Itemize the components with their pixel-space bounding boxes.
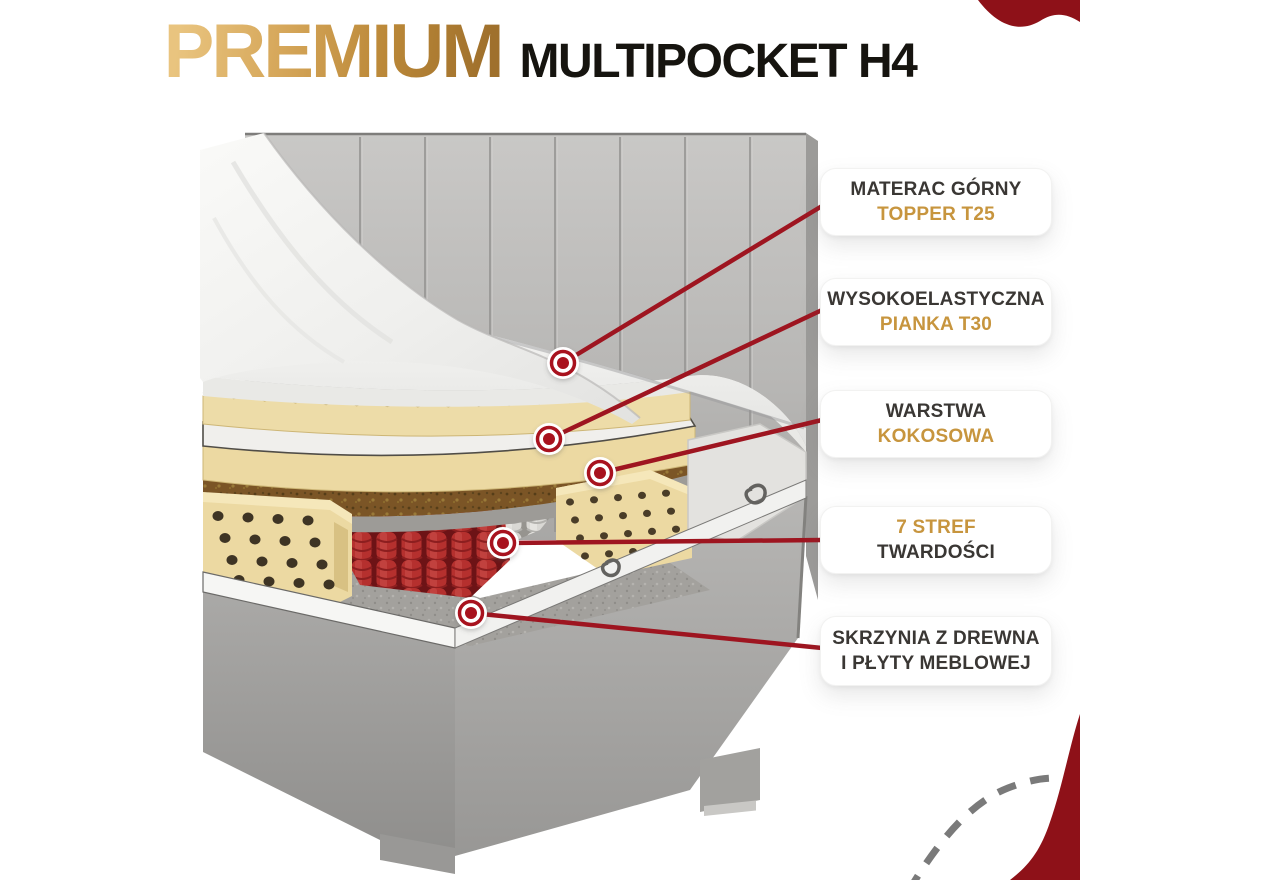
vent-hole [662,490,670,497]
callout-label-accent: KOKOSOWA [877,426,995,447]
vent-hole [624,530,632,537]
callout-box-zones [820,506,1052,574]
vent-hole [287,558,298,568]
vent-hole [303,516,314,526]
callout-line-zones [503,540,822,543]
callout-label: TWARDOŚCI [877,542,995,563]
vent-hole [317,560,328,570]
vent-hole [257,557,268,567]
vent-hole [566,498,574,505]
red-blob-top-right [978,0,1080,27]
vent-hole [264,577,275,587]
vent-hole [250,535,261,545]
vent-hole [619,512,627,519]
vent-hole [273,514,284,524]
callout-dot-foam [533,423,565,455]
callout-label-accent: TOPPER T25 [877,204,995,225]
vent-hole [648,528,656,535]
vent-hole [643,510,651,517]
vent-hole [280,536,291,546]
vent-hole [672,526,680,533]
callout-label: I PŁYTY MEBLOWEJ [841,653,1031,674]
callout-label: WYSOKOELASTYCZNA [827,289,1045,310]
vent-hole [571,516,579,523]
callout-dot-box [455,597,487,629]
vent-hole [667,508,675,515]
callout-box-coconut [820,390,1052,458]
callout-dot-coconut [584,457,616,489]
callout-label: SKRZYNIA Z DREWNA [832,628,1040,649]
callout-dot-topper [547,347,579,379]
vent-hole [227,555,238,565]
callout-dot-zones [487,527,519,559]
vent-hole [600,532,608,539]
vent-hole [581,552,589,559]
callout-label: WARSTWA [885,401,987,422]
vent-hole [310,538,321,548]
headboard-side-edge [806,133,818,600]
brand-title: PREMIUM [163,9,502,94]
vent-hole [590,496,598,503]
callout-box-topper [820,168,1052,236]
vent-hole [595,514,603,521]
vent-hole [324,580,335,590]
vent-hole [220,533,231,543]
red-blob-bottom-right [1010,714,1080,880]
vent-hole [243,513,254,523]
model-title: MULTIPOCKET H4 [519,35,917,88]
callout-label-accent: PIANKA T30 [879,314,993,335]
callout-label-accent: 7 STREF [896,517,976,538]
callout-label: MATERAC GÓRNY [850,179,1022,200]
vent-hole [614,494,622,501]
foam-wall-left-groove [334,522,348,592]
vent-hole [638,492,646,499]
callout-box-storage [820,616,1052,686]
vent-hole [605,550,613,557]
callout-box-foam [820,278,1052,346]
vent-hole [213,511,224,521]
vent-hole [294,578,305,588]
